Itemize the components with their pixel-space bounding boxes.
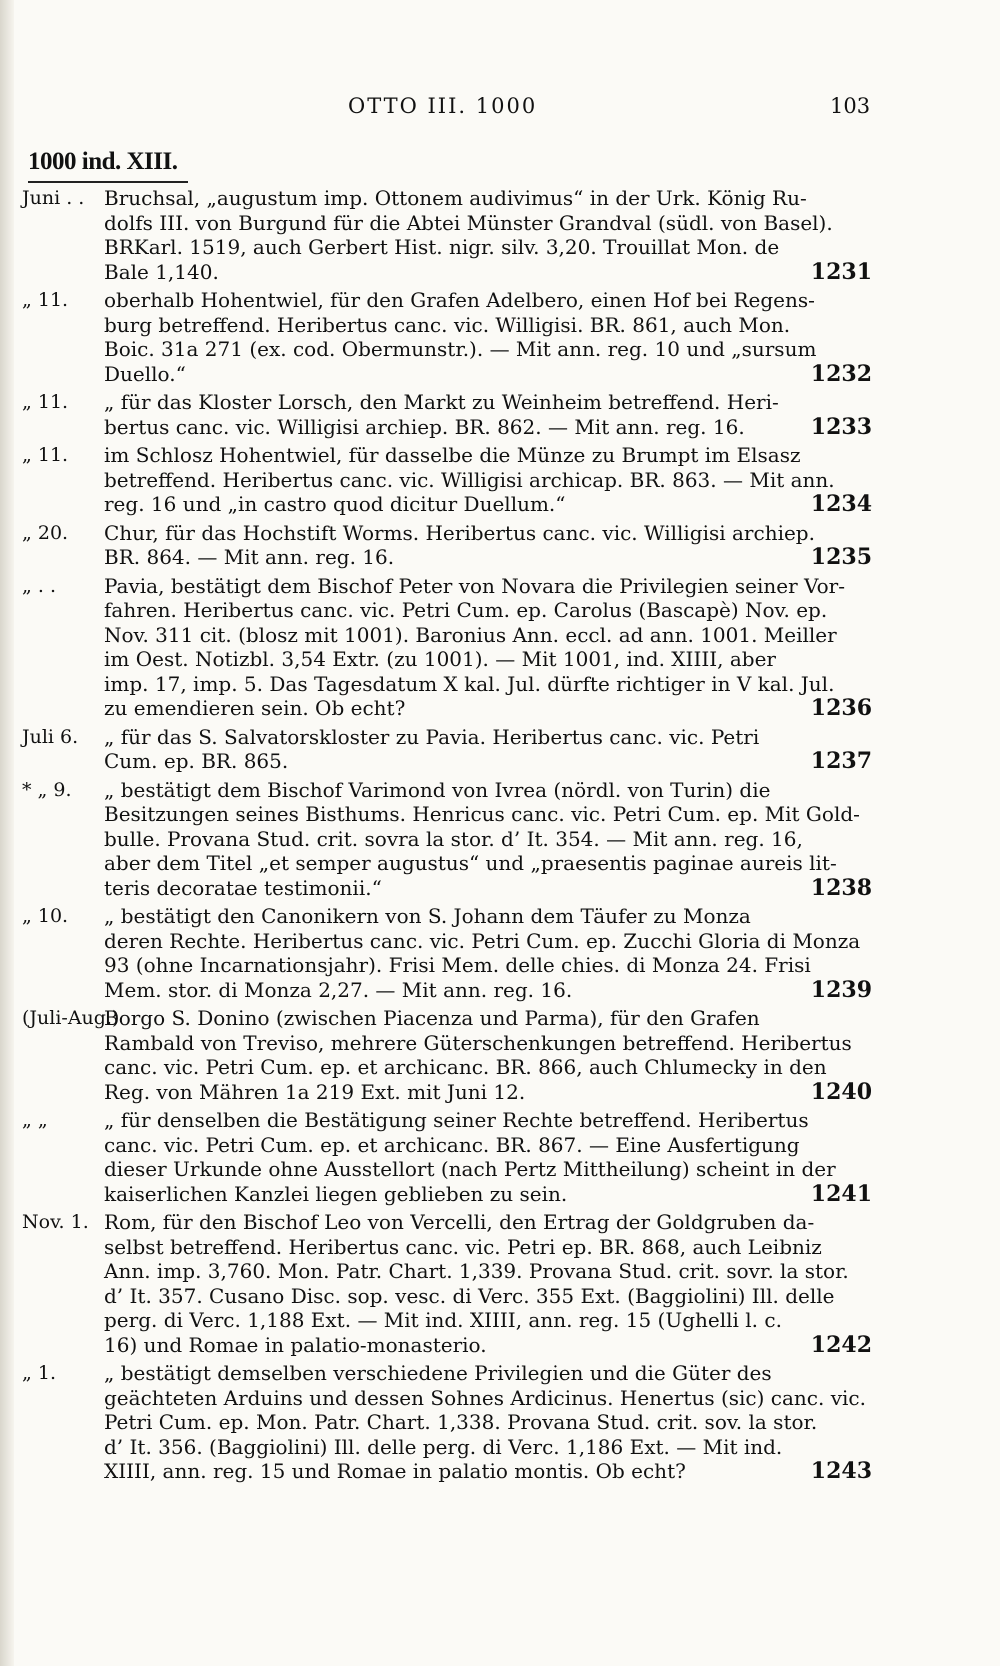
entry-line: Nov. 311 cit. (blosz mit 1001). Baronius Ann. eccl. ad ann. 1001. Meiller xyxy=(104,622,837,647)
entry-text xyxy=(104,725,872,774)
regest-entry xyxy=(22,1006,872,1104)
regest-number: 1234 xyxy=(810,491,872,517)
entry-line: kaiserlichen Kanzlei liegen geblieben zu sein. xyxy=(104,1181,568,1206)
regest-entry xyxy=(22,725,872,774)
regest-number: 1241 xyxy=(810,1180,872,1207)
regest-number: 1231 xyxy=(810,258,872,285)
regest-entry xyxy=(22,390,872,439)
regest-number: 1242 xyxy=(810,1331,872,1358)
entry-line: „ für das Kloster Lorsch, den Markt zu Weinheim betreffend. Heri- xyxy=(104,390,779,414)
regest-entry xyxy=(22,574,872,721)
entry-date: „ 1. xyxy=(22,1362,57,1384)
entry-text xyxy=(104,778,872,901)
regest-number: 1236 xyxy=(810,695,872,721)
entry-line: Boic. 31a 271 (ex. cod. Obermunstr.). — Mit ann. reg. 10 und „sursum xyxy=(104,337,817,361)
entry-line: geächteten Arduins und dessen Sohnes Ardicinus. Henertus (sic) canc. vic. xyxy=(104,1385,866,1410)
entry-line: Rom, für den Bischof Leo von Vercelli, den Ertrag der Goldgruben da- xyxy=(104,1210,815,1234)
entry-line: oberhalb Hohentwiel, für den Grafen Adelbero, einen Hof bei Regens- xyxy=(104,288,815,312)
entry-line: d’ It. 356. (Baggiolini) Ill. delle perg. di Verc. 1,186 Ext. — Mit ind. xyxy=(104,1434,783,1459)
entry-text xyxy=(104,1006,872,1104)
regest-number: 1235 xyxy=(810,544,872,570)
regest-number: 1239 xyxy=(810,976,872,1003)
regest-number: 1237 xyxy=(810,748,872,774)
regesta-entries xyxy=(22,186,872,1488)
regest-number: 1243 xyxy=(810,1458,872,1484)
entry-line: im Schlosz Hohentwiel, für dasselbe die Münze zu Brumpt im Elsasz xyxy=(104,443,801,467)
regest-entry xyxy=(22,186,872,284)
regest-number: 1240 xyxy=(810,1078,872,1105)
entry-line: bertus canc. vic. Willigisi archiep. BR. 862. — Mit ann. reg. 16. xyxy=(104,414,745,439)
entry-line: Duello.“ xyxy=(104,361,186,386)
entry-text xyxy=(104,521,872,570)
entry-date: Nov. 1. xyxy=(22,1211,89,1233)
entry-line: perg. di Verc. 1,188 Ext. — Mit ind. XIIII, ann. reg. 15 (Ughelli l. c. xyxy=(104,1308,782,1332)
regest-number: 1232 xyxy=(810,360,872,387)
entry-line: bulle. Provana Stud. crit. sovra la stor. d’ It. 354. — Mit ann. reg. 16, xyxy=(104,826,803,851)
entry-date: „ „ xyxy=(22,1109,48,1131)
entry-text xyxy=(104,904,872,1002)
regest-entry xyxy=(22,1108,872,1206)
entry-date: * „ 9. xyxy=(22,778,72,801)
entry-line: Borgo S. Donino (zwischen Piacenza und Parma), für den Grafen xyxy=(104,1006,760,1030)
entry-line: reg. 16 und „in castro quod dicitur Duellum.“ xyxy=(104,492,566,516)
entry-date: Juni . . xyxy=(22,187,85,209)
entry-line: zu emendieren sein. Ob echt? xyxy=(104,696,406,720)
heading-rule xyxy=(28,181,188,183)
entry-line: 93 (ohne Incarnationsjahr). Frisi Mem. delle chies. di Monza 24. Frisi xyxy=(104,953,811,977)
entry-line: canc. vic. Petri Cum. ep. et archicanc. BR. 866, auch Chlumecky in den xyxy=(104,1055,827,1079)
entry-line: Rambald von Treviso, mehrere Güterschenkungen betreffend. Heribertus xyxy=(104,1030,852,1055)
entry-text xyxy=(104,1108,872,1206)
entry-date: „ 11. xyxy=(22,289,69,311)
entry-line: Besitzungen seines Bisthums. Henricus canc. vic. Petri Cum. ep. Mit Gold- xyxy=(104,802,860,826)
entry-line: „ für denselben die Bestätigung seiner Rechte betreffend. Heribertus xyxy=(104,1108,809,1132)
entry-line: im Oest. Notizbl. 3,54 Extr. (zu 1001). — Mit 1001, ind. XIIII, aber xyxy=(104,647,776,671)
entry-text xyxy=(104,390,872,439)
regest-number: 1238 xyxy=(810,874,872,901)
entry-date: „ 10. xyxy=(22,905,69,927)
entry-line: betreffend. Heribertus canc. vic. Willigisi archicap. BR. 863. — Mit ann. xyxy=(104,467,835,492)
entry-line: „ bestätigt dem Bischof Varimond von Ivrea (nördl. von Turin) die xyxy=(104,777,771,802)
entry-text xyxy=(104,186,872,284)
entry-date: „ 11. xyxy=(22,391,69,413)
entry-line: Petri Cum. ep. Mon. Patr. Chart. 1,338. Provana Stud. crit. sov. la stor. xyxy=(104,1410,818,1434)
entry-line: Chur, für das Hochstift Worms. Heribertus canc. vic. Willigisi archiep. xyxy=(104,520,815,545)
entry-text xyxy=(104,1210,872,1357)
regest-entry xyxy=(22,288,872,386)
entry-line: burg betreffend. Heribertus canc. vic. Willigisi. BR. 861, auch Mon. xyxy=(104,312,791,337)
entry-line: „ bestätigt den Canonikern von S. Johann dem Täufer zu Monza xyxy=(104,904,751,928)
running-title: OTTO III. 1000 xyxy=(348,94,538,118)
entry-date: „ 11. xyxy=(22,444,69,466)
entry-date: „ . . xyxy=(22,574,57,597)
page-number: 103 xyxy=(830,94,871,118)
entry-line: Bale 1,140. xyxy=(104,259,219,284)
section-heading: 1000 ind. XIII. xyxy=(28,148,178,175)
entry-line: Mem. stor. di Monza 2,27. — Mit ann. reg. 16. xyxy=(104,977,573,1002)
regest-entry xyxy=(22,778,872,901)
entry-line: Cum. ep. BR. 865. xyxy=(104,749,289,773)
entry-line: „ für das S. Salvatorskloster zu Pavia. Heribertus canc. vic. Petri xyxy=(104,724,760,749)
entry-line: „ bestätigt demselben verschiedene Privilegien und die Güter des xyxy=(104,1361,772,1385)
entry-line: dolfs III. von Burgund für die Abtei Münster Grandval (südl. von Basel). xyxy=(104,210,833,235)
entry-line: deren Rechte. Heribertus canc. vic. Petri Cum. ep. Zucchi Gloria di Monza xyxy=(104,928,861,953)
entry-date: Juli 6. xyxy=(22,725,79,748)
regest-entry xyxy=(22,904,872,1002)
entry-date: (Juli-Aug.) xyxy=(22,1007,120,1029)
entry-line: imp. 17, imp. 5. Das Tagesdatum X kal. Jul. dürfte richtiger in V kal. Jul. xyxy=(104,671,835,696)
regest-entry xyxy=(22,521,872,570)
entry-line: BRKarl. 1519, auch Gerbert Hist. nigr. silv. 3,20. Trouillat Mon. de xyxy=(104,235,780,259)
entry-line: Pavia, bestätigt dem Bischof Peter von Novara die Privilegien seiner Vor- xyxy=(104,573,845,598)
regest-entry xyxy=(22,443,872,517)
entry-line: selbst betreffend. Heribertus canc. vic. Petri ep. BR. 868, auch Leibniz xyxy=(104,1234,822,1259)
entry-text xyxy=(104,574,872,721)
regest-entry xyxy=(22,1361,872,1484)
entry-text xyxy=(104,1361,872,1484)
entry-line: canc. vic. Petri Cum. ep. et archicanc. BR. 867. — Eine Ausfertigung xyxy=(104,1132,800,1157)
entry-date: „ 20. xyxy=(22,521,69,544)
running-head xyxy=(0,94,1000,124)
entry-line: teris decoratae testimonii.“ xyxy=(104,875,382,900)
entry-line: Ann. imp. 3,760. Mon. Patr. Chart. 1,339. Provana Stud. crit. sovr. la stor. xyxy=(104,1259,849,1283)
entry-text xyxy=(104,443,872,517)
entry-line: dieser Urkunde ohne Ausstellort (nach Pertz Mittheilung) scheint in der xyxy=(104,1157,836,1181)
entry-line: d’ It. 357. Cusano Disc. sop. vesc. di Verc. 355 Ext. (Baggiolini) Ill. delle xyxy=(104,1283,835,1308)
entry-line: fahren. Heribertus canc. vic. Petri Cum. ep. Carolus (Bascapè) Nov. ep. xyxy=(104,598,828,622)
regest-entry xyxy=(22,1210,872,1357)
regest-number: 1233 xyxy=(810,413,872,440)
entry-text xyxy=(104,288,872,386)
entry-line: BR. 864. — Mit ann. reg. 16. xyxy=(104,545,395,569)
entry-line: 16) und Romae in palatio-monasterio. xyxy=(104,1332,487,1357)
page-edge xyxy=(0,0,14,1666)
entry-line: Reg. von Mähren 1a 219 Ext. mit Juni 12. xyxy=(104,1079,526,1104)
entry-line: aber dem Titel „et semper augustus“ und „praesentis paginae aureis lit- xyxy=(104,851,837,875)
entry-line: Bruchsal, „augustum imp. Ottonem audivimus“ in der Urk. König Ru- xyxy=(104,186,807,210)
entry-line: XIIII, ann. reg. 15 und Romae in palatio montis. Ob echt? xyxy=(104,1459,686,1483)
